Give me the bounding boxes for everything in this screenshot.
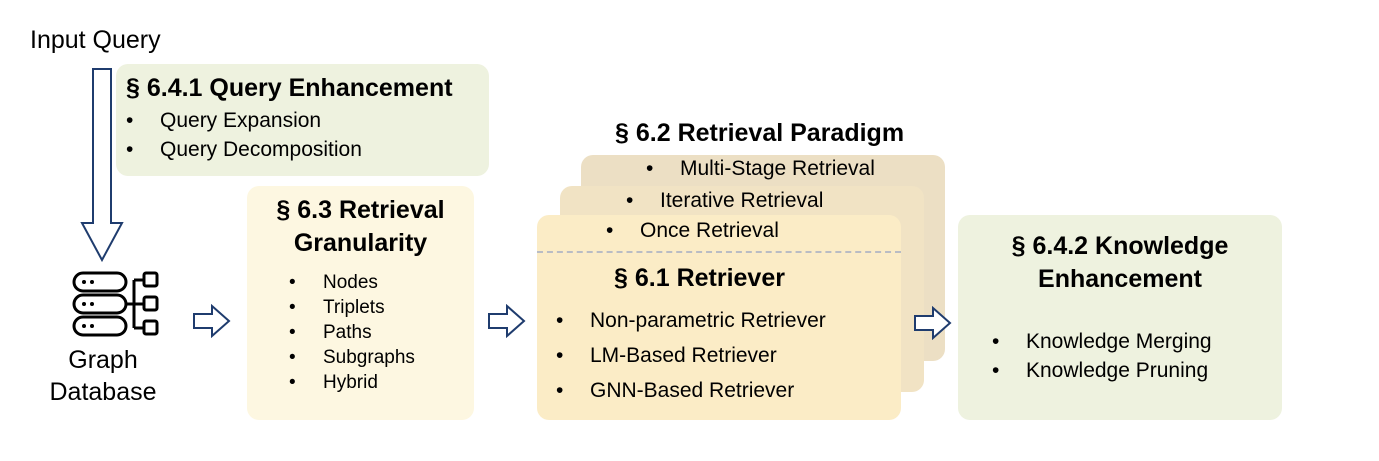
list-item: • LM-Based Retriever <box>590 338 826 373</box>
list-item: • Query Expansion <box>160 106 362 135</box>
knowledge-enhancement-title: § 6.4.2 Knowledge Enhancement <box>1011 232 1229 293</box>
database-icon <box>70 270 162 340</box>
dashed-divider <box>537 251 901 253</box>
retrieval-granularity-list <box>323 270 415 395</box>
list-item: • Hybrid <box>323 370 415 395</box>
list-item: • Query Decomposition <box>160 135 362 164</box>
retrieval-paradigm-title: § 6.2 Retrieval Paradigm <box>615 119 905 147</box>
list-item: • Subgraphs <box>323 345 415 370</box>
list-item: • Multi-Stage Retrieval <box>680 156 875 182</box>
retriever-list <box>590 303 826 408</box>
knowledge-enhancement-list <box>1026 327 1212 385</box>
input-query-label: Input Query <box>30 26 161 54</box>
retriever-card <box>537 215 901 420</box>
list-item: • Iterative Retrieval <box>660 188 823 214</box>
list-item: • Once Retrieval <box>640 218 779 244</box>
once-retrieval-item <box>640 218 779 244</box>
query-enhancement-box <box>116 64 489 176</box>
graph-database-label: Graph Database <box>49 346 157 406</box>
right-arrow-icon <box>192 304 232 338</box>
query-enhancement-list <box>160 106 362 164</box>
list-item: • Non-parametric Retriever <box>590 303 826 338</box>
list-item: • Paths <box>323 320 415 345</box>
query-enhancement-title: § 6.4.1 Query Enhancement <box>126 74 453 102</box>
retrieval-granularity-box <box>247 186 474 420</box>
list-item: • Nodes <box>323 270 415 295</box>
retriever-title: § 6.1 Retriever <box>614 264 785 292</box>
list-item: • Triplets <box>323 295 415 320</box>
knowledge-enhancement-box <box>958 215 1282 420</box>
list-item: • Knowledge Merging <box>1026 327 1212 356</box>
list-item: • GNN-Based Retriever <box>590 373 826 408</box>
list-item: • Knowledge Pruning <box>1026 356 1212 385</box>
right-arrow-icon <box>913 306 953 340</box>
retrieval-granularity-title: § 6.3 Retrieval Granularity <box>276 196 445 257</box>
right-arrow-icon <box>487 304 527 338</box>
